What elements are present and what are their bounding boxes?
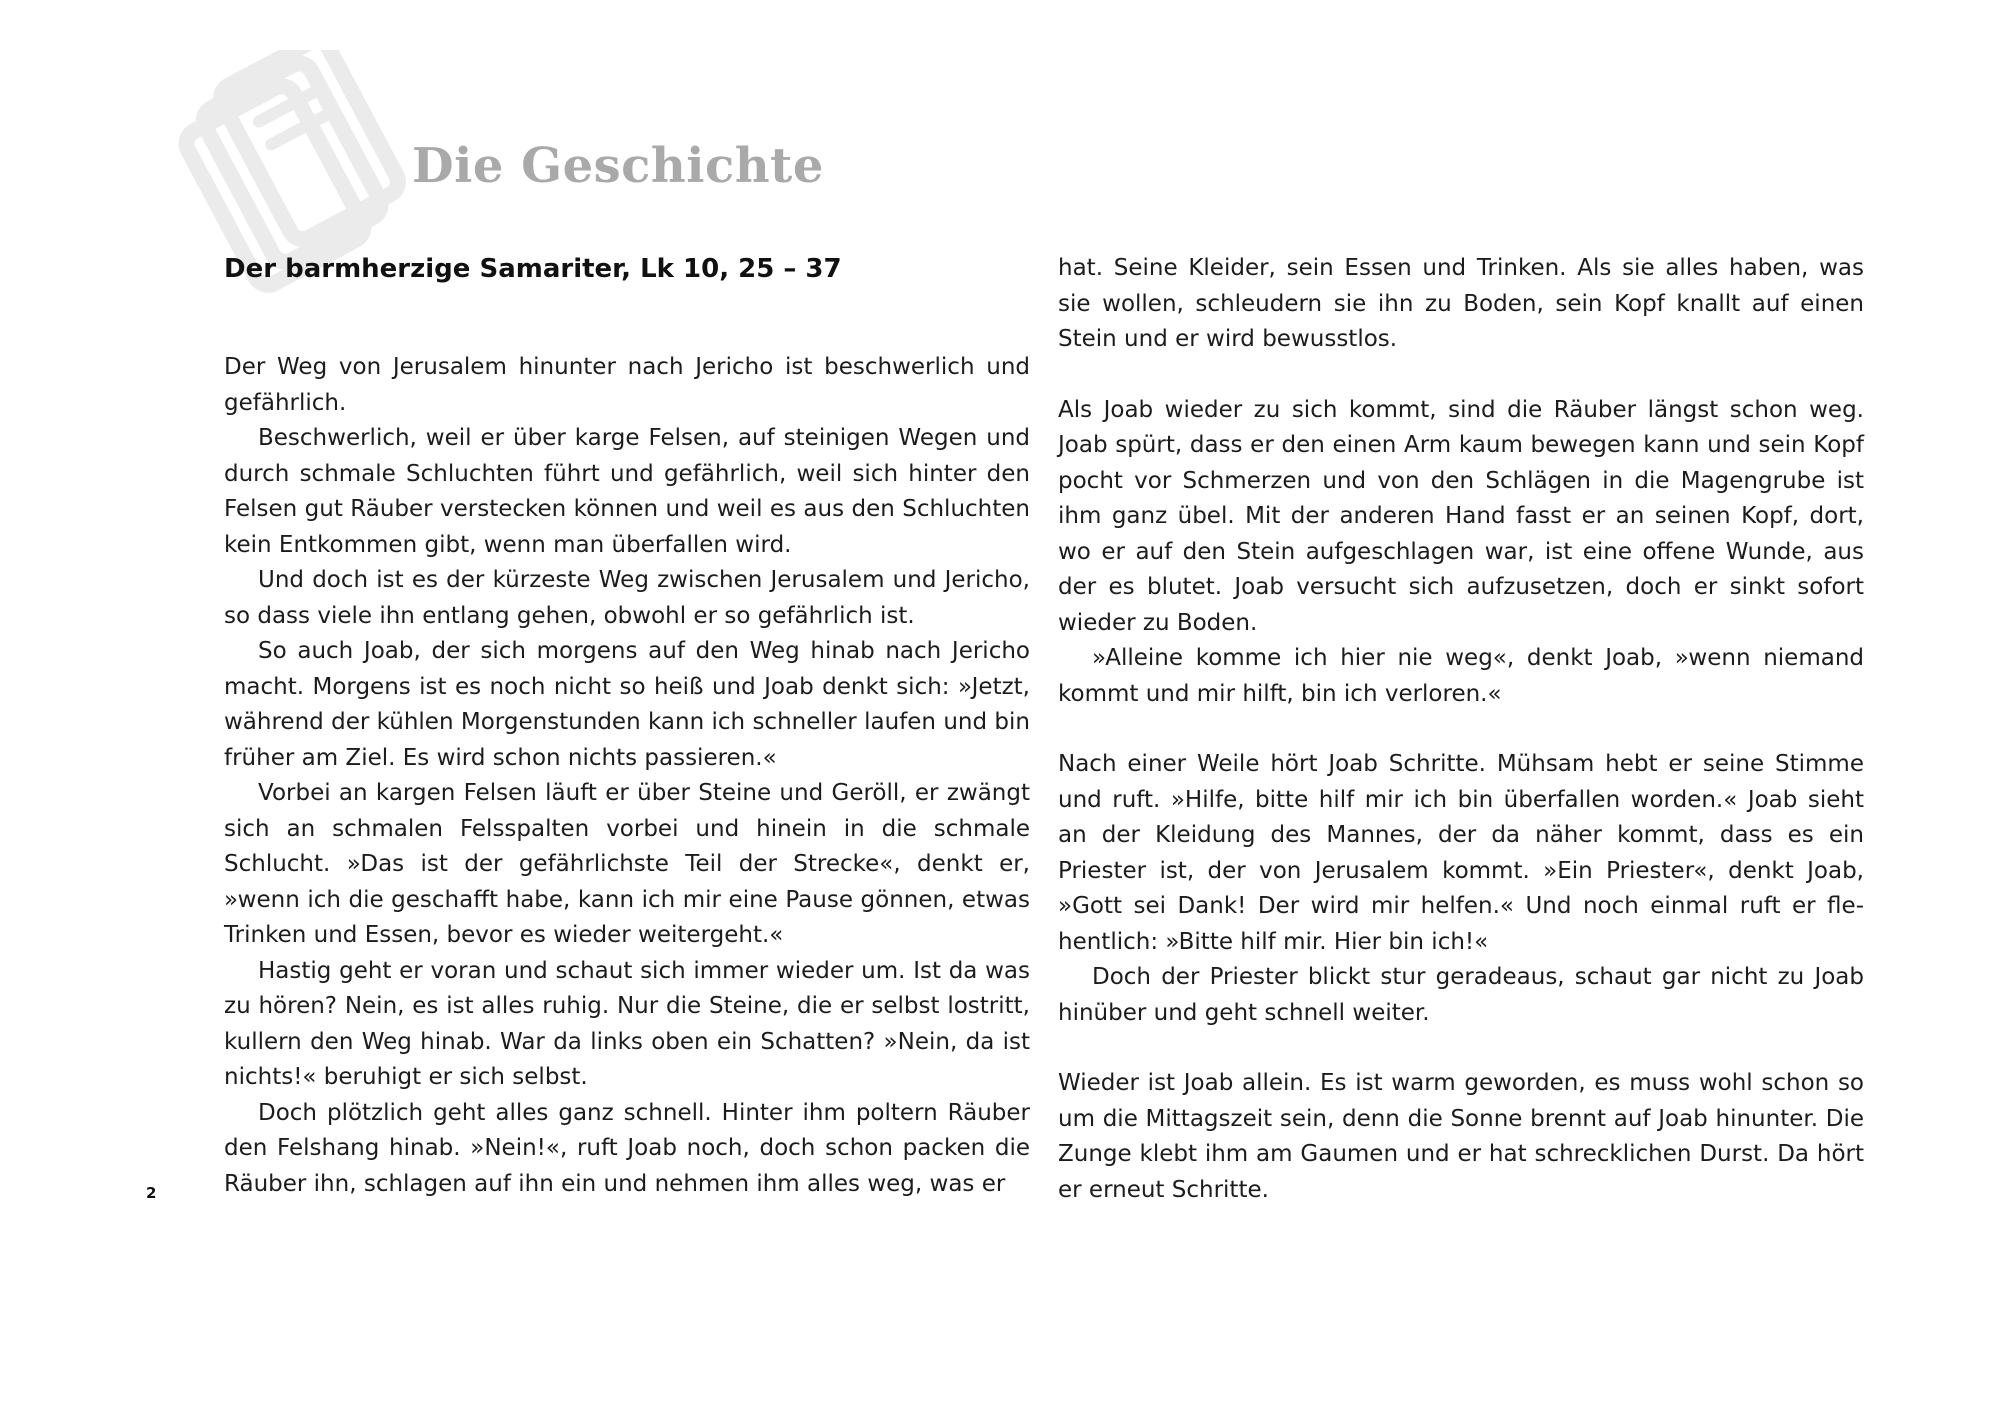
paragraph: Nach einer Weile hört Joab Schritte. Mühsam hebt er seine Stimme und ruft. »Hilfe, bitte hilf mir ich bin überfallen worden.« Joab sieht an der Kleidung des Mannes, der da näher kommt, dass es ein Priester ist, der von Jerusalem kommt. »Ein Priester«, denkt Joab, »Gott sei Dank! Der wird mir helfen.« Und noch einmal ruft er flehentlich: »Bitte hilf mir. Hier bin ich!«	[1058, 751, 1864, 955]
paragraph: Der Weg von Jerusalem hinunter nach Jericho ist beschwerlich und gefährlich.	[224, 354, 1030, 416]
paragraph: So auch Joab, der sich morgens auf den Weg hinab nach Jericho macht. Morgens ist es noch nicht so heiß und Joab denkt sich: »Jetzt, während der kühlen Morgenstunden kann ich schneller laufen und bin früher am Ziel. Es wird schon nichts passieren.«	[224, 638, 1030, 771]
paragraph: Doch der Priester blickt stur geradeaus, schaut gar nicht zu Joab hinüber und geht schnell weiter.	[1058, 964, 1864, 1026]
paragraph: Und doch ist es der kürzeste Weg zwischen Jerusalem und Jericho, so dass viele ihn entlang gehen, obwohl er so gefährlich ist.	[224, 567, 1030, 629]
right-text-column	[1058, 251, 1864, 1208]
left-text-column	[224, 350, 1030, 1202]
paragraph: Beschwerlich, weil er über karge Felsen, auf steinigen Wegen und durch schmale Schluchten führt und gefährlich, weil sich hinter den Felsen gut Räuber verstecken können und weil es aus den Schluchten kein Entkommen gibt, wenn man überfallen wird.	[224, 425, 1030, 558]
section-title: Die Geschichte	[412, 138, 824, 194]
paragraph: hat. Seine Kleider, sein Essen und Trinken. Als sie alles haben, was sie wollen, schleudern sie ihn zu Boden, sein Kopf knallt auf einen Stein und er wird bewusstlos.	[1058, 255, 1864, 352]
paragraph: »Alleine komme ich hier nie weg«, denkt Joab, »wenn niemand kommt und mir hilft, bin ich verloren.«	[1058, 645, 1864, 707]
story-title: Der barmherzige Samariter, Lk 10, 25 – 37	[224, 254, 842, 284]
paragraph: Hastig geht er voran und schaut sich immer wieder um. Ist da was zu hören? Nein, es ist alles ruhig. Nur die Steine, die er selbst lostritt, kullern den Weg hinab. War da links oben ein Schatten? »Nein, da ist nichts!« beruhigt er sich selbst.	[224, 957, 1030, 1090]
paragraph: Als Joab wieder zu sich kommt, sind die Räuber längst schon weg. Joab spürt, dass er den einen Arm kaum bewegen kann und sein Kopf pocht vor Schmerzen und von den Schlägen in die Magengrube ist ihm ganz übel. Mit der anderen Hand fasst er an seinen Kopf, dort, wo er auf den Stein aufgeschlagen war, ist eine offene Wunde, aus der es blutet. Joab versucht sich aufzusetzen, doch er sinkt sofort wieder zu Boden.	[1058, 396, 1864, 636]
paragraph: Doch plötzlich geht alles ganz schnell. Hinter ihm poltern Räuber den Felshang hinab. »Nein!«, ruft Joab noch, doch schon packen die Räuber ihn, schlagen auf ihn ein und nehmen ihm alles weg, was er	[224, 1099, 1030, 1197]
page-number: 2	[146, 1184, 157, 1202]
paragraph: Vorbei an kargen Felsen läuft er über Steine und Geröll, er zwängt sich an schmalen Felsspalten vorbei und hinein in die schmale Schlucht. »Das ist der gefährlichste Teil der Strecke«, denkt er, »wenn ich die geschafft habe, kann ich mir eine Pause gönnen, etwas Trinken und Essen, bevor es wieder weitergeht.«	[224, 780, 1030, 948]
paragraph: Wieder ist Joab allein. Es ist warm geworden, es muss wohl schon so um die Mittagszeit sein, denn die Sonne brennt auf Joab hinunter. Die Zunge klebt ihm am Gaumen und er hat schrecklichen Durst. Da hört er erneut Schritte.	[1058, 1070, 1864, 1203]
